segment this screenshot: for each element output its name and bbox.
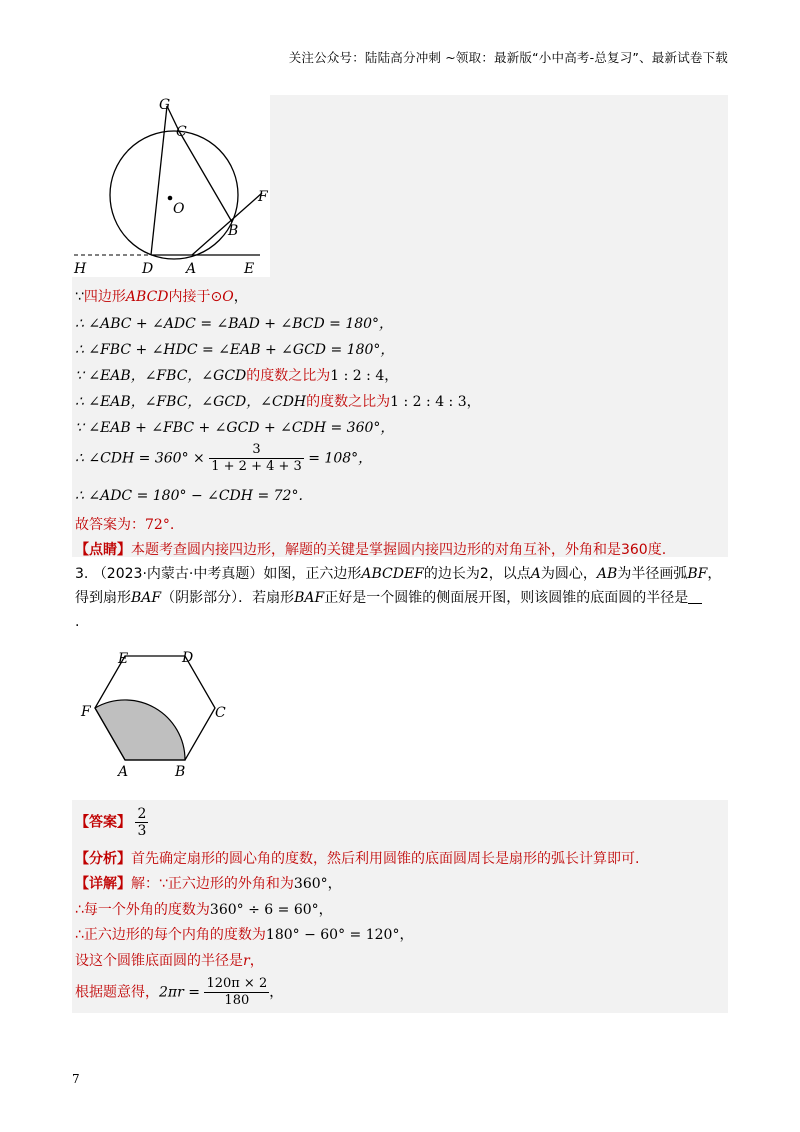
label-d: D bbox=[182, 650, 194, 666]
solution-line-8: ∴ ∠ADC = 180° − ∠CDH = 72°. bbox=[75, 488, 303, 504]
label-a: A bbox=[118, 764, 129, 780]
answer-blank bbox=[688, 589, 702, 604]
question-3: 3. （2023·内蒙古·中考真题）如图，正六边形ABCDEF的边长为2，以点A为圆心，AB为半径画弧BF，得到扇形BAF（阴影部分）．若扇形BAF正好是一个圆锥的侧面展开图，则该圆锥的底面圆的半径是 . bbox=[75, 566, 722, 630]
label-g: G bbox=[159, 97, 171, 113]
detail-line-1: 【详解】解：∵正六边形的外角和为360°， bbox=[75, 876, 342, 892]
analysis-line: 【分析】首先确定扇形的圆心角的度数，然后利用圆锥的底面圆周长是扇形的弧长计算即可. bbox=[75, 851, 640, 867]
solution-line-4: ∵ ∠EAB，∠FBC，∠GCD的度数之比为1 : 2 : 4， bbox=[75, 368, 399, 384]
label-e: E bbox=[244, 261, 255, 277]
hexagon-figure bbox=[72, 640, 242, 785]
detail-line-5: 根据题意得，2πr = $\frac{120\pi \times 2}{180}$ ， bbox=[75, 976, 284, 1008]
detail-line-2: ∴每一个外角的度数为360° ÷ 6 = 60°， bbox=[75, 902, 333, 918]
answer-line: 故答案为：72°. bbox=[75, 517, 175, 533]
solution-line-6: ∵ ∠EAB + ∠FBC + ∠GCD + ∠CDH = 360°， bbox=[75, 420, 395, 436]
page-header: 关注公众号：陆陆高分冲刺 ~领取：最新版“小中高考-总复习”、最新试卷下载 bbox=[288, 50, 728, 65]
page-number: 7 bbox=[72, 1072, 80, 1086]
label-e: E bbox=[118, 651, 129, 667]
detail-line-4: 设这个圆锥底面圆的半径是r， bbox=[75, 953, 264, 969]
shaded-sector bbox=[95, 700, 185, 760]
solution-line-2: ∴ ∠ABC + ∠ADC = ∠BAD + ∠BCD = 180°， bbox=[75, 316, 394, 332]
label-c: C bbox=[176, 124, 187, 140]
answer-3: 【答案】 $\frac{2}{3}$ bbox=[75, 806, 147, 839]
solution-line-3: ∴ ∠FBC + ∠HDC = ∠EAB + ∠GCD = 180°， bbox=[75, 342, 395, 358]
label-b: B bbox=[228, 223, 239, 239]
solution-line-1: ∵四边形ABCD内接于⊙O， bbox=[75, 289, 248, 305]
label-d: D bbox=[142, 261, 154, 277]
label-h: H bbox=[74, 261, 87, 277]
label-f: F bbox=[258, 189, 268, 205]
label-b: B bbox=[175, 764, 186, 780]
label-o: O bbox=[173, 201, 185, 217]
detail-line-3: ∴正六边形的每个内角的度数为180° − 60° = 120°， bbox=[75, 927, 414, 943]
label-f: F bbox=[81, 704, 91, 720]
comment-line: 【点睛】本题考查圆内接四边形，解题的关键是掌握圆内接四边形的对角互补，外角和是360度. bbox=[75, 542, 667, 558]
label-c: C bbox=[215, 705, 226, 721]
solution-line-7: ∴ ∠CDH = 360° × $\frac{3}{1 + 2 + 4 + 3}$ = 108°， bbox=[75, 442, 373, 474]
circle-figure bbox=[72, 95, 270, 277]
label-a: A bbox=[186, 261, 197, 277]
solution-line-5: ∴ ∠EAB，∠FBC，∠GCD，∠CDH的度数之比为1 : 2 : 4 : 3， bbox=[75, 394, 481, 410]
fraction: $\frac{3}{1 + 2 + 4 + 3}$ bbox=[211, 442, 302, 474]
